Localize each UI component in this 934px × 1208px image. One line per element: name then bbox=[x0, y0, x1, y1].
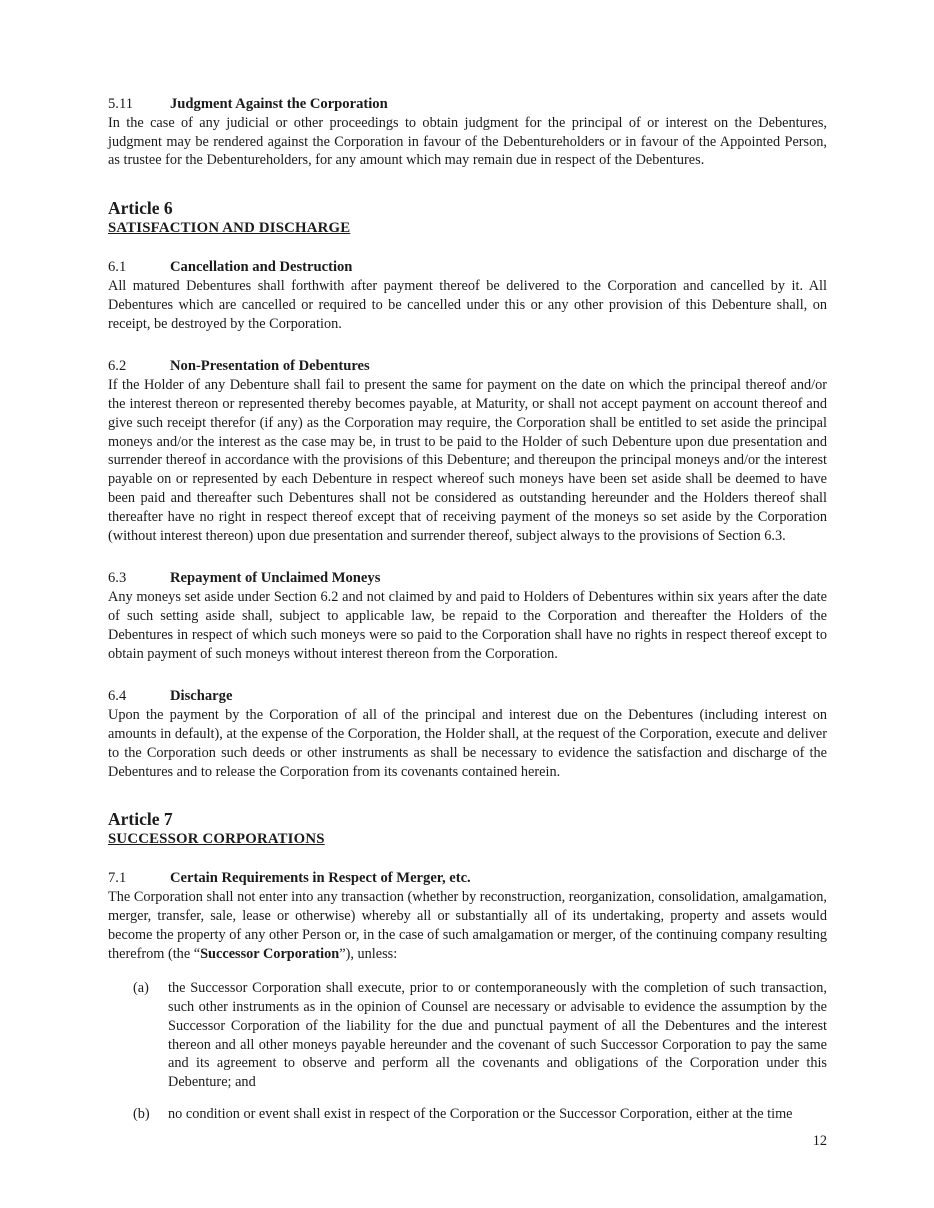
article-6-heading bbox=[108, 198, 827, 238]
clause-body: If the Holder of any Debenture shall fail to present the same for payment on the date on which the principal thereof and/or the interest thereon or represented thereby becomes payable, at Maturity, or shall not accept payment on account thereof and give such receipt therefor (if any) as the Corporation may require, the Corporation shall be entitled to set aside the principal moneys and/or the interest as the case may be, in trust to be paid to the Holder of such Debenture upon due presentation and surrender thereof in accordance with the provisions of this Debenture; and thereupon the principal moneys and/or the interest payable on or represented by each Debenture in respect whereof such moneys have been set aside shall be deemed to have been paid and thereafter such Debentures shall not be considered as outstanding hereunder and the Holders thereof shall thereafter have no right in respect thereof except that of receiving payment of the moneys so set aside by the Corporation (without interest thereon) upon due presentation and surrender thereof, subject always to the provisions of Section 6.3. bbox=[108, 377, 827, 544]
clause-number: 6.2 bbox=[108, 358, 127, 375]
clause-heading-6-4 bbox=[108, 687, 827, 706]
clause-heading-6-3 bbox=[108, 569, 827, 588]
section-6-4 bbox=[108, 687, 827, 781]
clause-number: 6.3 bbox=[108, 570, 127, 587]
article-title: SATISFACTION AND DISCHARGE bbox=[108, 220, 351, 237]
clause-body-text: The Corporation shall not enter into any transaction (whether by reconstruction, reorganization, consolidation, amalgamation, merger, transfer, sale, lease or otherwise) whereby all or substantially all of its undertaking, property and assets would become the property of any other Person or, in the case of such amalgamation or merger, of the continuing company resulting therefrom (the “ bbox=[108, 889, 827, 962]
section-5-11 bbox=[108, 95, 827, 170]
clause-body: Upon the payment by the Corporation of all of the principal and interest due on the Debentures (including interest on amounts in default), at the expense of the Corporation, the Holder shall, at the request of the Corporation, execute and deliver to the Corporation such deeds or other instruments as shall be necessary to evidence the satisfaction and discharge of the Debentures and to release the Corporation from its covenants contained herein. bbox=[108, 707, 827, 780]
page-number: 12 bbox=[812, 1133, 827, 1149]
list-item-b bbox=[108, 1105, 827, 1124]
section-6-1 bbox=[108, 258, 827, 333]
list-item-a bbox=[108, 979, 827, 1092]
clause-title: Certain Requirements in Respect of Merger, etc. bbox=[170, 870, 471, 887]
clause-heading-6-1 bbox=[108, 258, 827, 277]
clause-title: Judgment Against the Corporation bbox=[170, 96, 388, 112]
list-item-text: the Successor Corporation shall execute, prior to or contemporaneously with the completion of such transaction, such other instruments as in the opinion of Counsel are necessary or advisable to evidence the assumption by the Successor Corporation of the liability for the due and punctual payment of all the Debentures and the interest thereon and all other moneys payable hereunder and the covenant of such Successor Corporation to pay the same and its agreement to observe and perform all the covenants and obligations of the Corporation under this Debenture; and bbox=[168, 980, 827, 1091]
clause-title: Cancellation and Destruction bbox=[170, 259, 353, 276]
clause-body-text: ”), unless: bbox=[339, 945, 398, 962]
clause-number: 6.1 bbox=[108, 259, 127, 276]
section-6-2 bbox=[108, 357, 827, 545]
subclause-list bbox=[108, 979, 827, 1124]
clause-body: In the case of any judicial or other proceedings to obtain judgment for the principal of or interest on the Debentures, judgment may be rendered against the Corporation in favour of the Debentureholders or in favour of the Appointed Person, as trustee for the Debentureholders, for any amount which may remain due in respect of the Debentures. bbox=[108, 114, 827, 169]
article-label: Article 6 bbox=[108, 198, 173, 219]
section-6-3 bbox=[108, 569, 827, 663]
section-7-1 bbox=[108, 869, 827, 963]
clause-number: 7.1 bbox=[108, 870, 127, 887]
clause-body: Any moneys set aside under Section 6.2 and not claimed by and paid to Holders of Debentures within six years after the date of such setting aside shall, subject to applicable law, be repaid to the Corporation and thereafter the Holders of the Debentures in respect of which such moneys were so paid to the Corporation shall have no rights in respect thereof except to obtain payment of such moneys without interest thereon from the Corporation. bbox=[108, 589, 827, 662]
clause-number: 5.11 bbox=[108, 96, 133, 112]
clause-heading-5-11 bbox=[108, 95, 827, 114]
article-7-heading bbox=[108, 809, 827, 849]
article-title: SUCCESSOR CORPORATIONS bbox=[108, 831, 325, 848]
clause-heading-6-2 bbox=[108, 357, 827, 376]
article-label: Article 7 bbox=[108, 809, 173, 830]
clause-title: Discharge bbox=[170, 688, 233, 705]
clause-heading-7-1 bbox=[108, 869, 827, 888]
clause-number: 6.4 bbox=[108, 688, 127, 705]
clause-body bbox=[108, 888, 827, 963]
defined-term-successor-corporation: Successor Corporation bbox=[200, 945, 340, 962]
clause-title: Repayment of Unclaimed Moneys bbox=[170, 570, 381, 587]
clause-title: Non-Presentation of Debentures bbox=[170, 358, 370, 375]
list-marker: (a) bbox=[133, 980, 149, 997]
list-item-text: no condition or event shall exist in respect of the Corporation or the Successor Corporation, either at the time bbox=[168, 1106, 793, 1123]
clause-body: All matured Debentures shall forthwith after payment thereof be delivered to the Corporation and cancelled by it. All Debentures which are cancelled or required to be cancelled under this or any other provision of this Debenture shall, on receipt, be destroyed by the Corporation. bbox=[108, 277, 827, 332]
list-marker: (b) bbox=[133, 1106, 150, 1123]
